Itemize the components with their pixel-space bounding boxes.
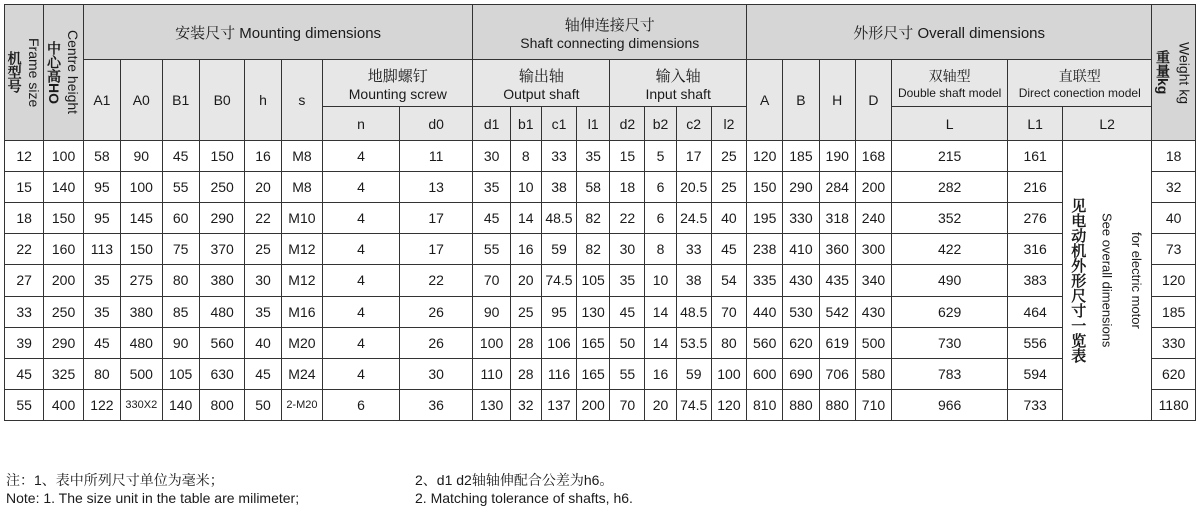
table-cell: 130 xyxy=(473,389,510,420)
col-L2: L2 xyxy=(1063,107,1152,141)
table-cell: 560 xyxy=(747,327,783,358)
table-cell: 35 xyxy=(473,172,510,203)
frame-size-header: 机型号 Frame size xyxy=(5,5,44,141)
col-d0: d0 xyxy=(399,107,473,141)
table-cell: 290 xyxy=(199,203,245,234)
table-cell: 50 xyxy=(245,389,281,420)
table-cell: 4 xyxy=(323,265,400,296)
table-cell: 10 xyxy=(645,265,676,296)
table-cell: 74.5 xyxy=(676,389,711,420)
table-cell: 24.5 xyxy=(676,203,711,234)
weight-cell: 120 xyxy=(1152,265,1196,296)
table-cell: 80 xyxy=(162,265,199,296)
table-cell: 48.5 xyxy=(676,296,711,327)
table-row xyxy=(5,296,1196,327)
table-cell: 55 xyxy=(610,358,645,389)
col-L1: L1 xyxy=(1008,107,1063,141)
table-cell: 13 xyxy=(399,172,473,203)
table-cell: 2-M20 xyxy=(281,389,322,420)
table-cell: 20 xyxy=(245,172,281,203)
table-cell: 22 xyxy=(610,203,645,234)
table-cell: 200 xyxy=(855,172,891,203)
table-cell: 17 xyxy=(676,141,711,172)
col-L: L xyxy=(892,107,1008,141)
weight-cell: 40 xyxy=(1152,203,1196,234)
table-cell: 11 xyxy=(399,141,473,172)
table-cell: 35 xyxy=(83,296,120,327)
table-cell: 18 xyxy=(610,172,645,203)
table-cell: 430 xyxy=(783,265,819,296)
table-cell: 14 xyxy=(645,327,676,358)
table-cell: M16 xyxy=(281,296,322,327)
table-cell: 4 xyxy=(323,358,400,389)
table-cell: 240 xyxy=(855,203,891,234)
col-d1: d1 xyxy=(473,107,510,141)
col-d2: d2 xyxy=(610,107,645,141)
table-cell: 335 xyxy=(747,265,783,296)
table-cell: 480 xyxy=(121,327,162,358)
table-cell: 161 xyxy=(1008,141,1063,172)
table-cell: 810 xyxy=(747,389,783,420)
col-H: H xyxy=(819,60,855,141)
table-cell: 22 xyxy=(5,234,44,265)
table-cell: 276 xyxy=(1008,203,1063,234)
table-cell: 6 xyxy=(645,203,676,234)
mounting-dimensions-header: 安装尺寸 Mounting dimensions xyxy=(83,5,473,60)
table-cell: 430 xyxy=(855,296,891,327)
table-cell: 80 xyxy=(83,358,120,389)
table-cell: 60 xyxy=(162,203,199,234)
table-cell: 32 xyxy=(510,389,541,420)
table-cell: 710 xyxy=(855,389,891,420)
table-cell: 33 xyxy=(676,234,711,265)
table-cell: 190 xyxy=(819,141,855,172)
table-cell: 59 xyxy=(541,234,576,265)
table-cell: 105 xyxy=(162,358,199,389)
table-cell: 690 xyxy=(783,358,819,389)
table-cell: 100 xyxy=(711,358,746,389)
table-cell: 250 xyxy=(44,296,83,327)
table-cell: 238 xyxy=(747,234,783,265)
table-cell: 435 xyxy=(819,265,855,296)
table-cell: 380 xyxy=(199,265,245,296)
table-cell: 16 xyxy=(510,234,541,265)
col-A: A xyxy=(747,60,783,141)
table-cell: 250 xyxy=(199,172,245,203)
table-cell: 45 xyxy=(245,358,281,389)
table-cell: 18 xyxy=(5,203,44,234)
table-cell: 318 xyxy=(819,203,855,234)
table-cell: 100 xyxy=(121,172,162,203)
table-cell: 6 xyxy=(645,172,676,203)
table-row xyxy=(5,327,1196,358)
table-cell: 216 xyxy=(1008,172,1063,203)
table-cell: 12 xyxy=(5,141,44,172)
table-cell: 120 xyxy=(747,141,783,172)
table-cell: 4 xyxy=(323,296,400,327)
table-cell: 55 xyxy=(473,234,510,265)
table-cell: 25 xyxy=(711,172,746,203)
table-cell: 730 xyxy=(892,327,1008,358)
table-cell: 4 xyxy=(323,203,400,234)
col-l2: l2 xyxy=(711,107,746,141)
l2-note-cn: 见电动机外形尺寸一览表 xyxy=(1069,198,1087,363)
weight-cell: 32 xyxy=(1152,172,1196,203)
table-cell: 35 xyxy=(245,296,281,327)
col-B0: B0 xyxy=(199,60,245,141)
weight-cell: 330 xyxy=(1152,327,1196,358)
table-cell: 880 xyxy=(783,389,819,420)
table-cell: 17 xyxy=(399,234,473,265)
table-cell: M8 xyxy=(281,141,322,172)
weight-cell: 18 xyxy=(1152,141,1196,172)
col-b2: b2 xyxy=(645,107,676,141)
input-shaft-header: 输入轴 Input shaft xyxy=(610,60,747,107)
col-b1: b1 xyxy=(510,107,541,141)
l2-note-en-2: for electric motor xyxy=(1129,232,1145,329)
table-cell: 480 xyxy=(199,296,245,327)
table-cell: 45 xyxy=(83,327,120,358)
table-cell: 90 xyxy=(162,327,199,358)
table-cell: 140 xyxy=(44,172,83,203)
table-cell: 82 xyxy=(577,234,610,265)
table-cell: 45 xyxy=(711,234,746,265)
table-cell: 340 xyxy=(855,265,891,296)
l2-note-en-1: See overall dimensions xyxy=(1099,213,1115,348)
table-cell: 14 xyxy=(510,203,541,234)
table-cell: 300 xyxy=(855,234,891,265)
table-cell: 215 xyxy=(892,141,1008,172)
table-cell: 316 xyxy=(1008,234,1063,265)
table-cell: 500 xyxy=(121,358,162,389)
table-cell: 28 xyxy=(510,327,541,358)
table-cell: 45 xyxy=(473,203,510,234)
table-cell: 880 xyxy=(819,389,855,420)
col-B: B xyxy=(783,60,819,141)
table-cell: 30 xyxy=(610,234,645,265)
table-cell: 160 xyxy=(44,234,83,265)
note-1-en: Note: 1. The size unit in the table are milimeter; xyxy=(6,490,300,506)
table-row xyxy=(5,389,1196,420)
table-cell: 33 xyxy=(5,296,44,327)
table-cell: 733 xyxy=(1008,389,1063,420)
col-c2: c2 xyxy=(676,107,711,141)
table-cell: 150 xyxy=(199,141,245,172)
table-cell: 150 xyxy=(44,203,83,234)
table-cell: 26 xyxy=(399,327,473,358)
col-B1: B1 xyxy=(162,60,199,141)
shaft-connecting-header: 轴伸连接尺寸 Shaft connecting dimensions xyxy=(473,5,747,60)
note-2-cn: 2、d1 d2轴轴伸配合公差为h6。 xyxy=(415,472,614,488)
table-cell: 38 xyxy=(541,172,576,203)
table-cell: 16 xyxy=(245,141,281,172)
table-cell: 352 xyxy=(892,203,1008,234)
weight-cell: 1180 xyxy=(1152,389,1196,420)
weight-header: 重量kg Weight kg xyxy=(1152,5,1196,141)
table-cell: 200 xyxy=(577,389,610,420)
table-cell: 629 xyxy=(892,296,1008,327)
col-h: h xyxy=(245,60,281,141)
table-cell: 620 xyxy=(783,327,819,358)
table-cell: 122 xyxy=(83,389,120,420)
table-cell: 383 xyxy=(1008,265,1063,296)
table-cell: 600 xyxy=(747,358,783,389)
dimension-table xyxy=(4,4,1196,421)
table-cell: 370 xyxy=(199,234,245,265)
l2-merged-note xyxy=(1063,141,1152,421)
table-cell: 4 xyxy=(323,172,400,203)
table-cell: M12 xyxy=(281,265,322,296)
table-cell: 26 xyxy=(399,296,473,327)
table-cell: 36 xyxy=(399,389,473,420)
overall-dimensions-header: 外形尺寸 Overall dimensions xyxy=(747,5,1152,60)
weight-cell: 185 xyxy=(1152,296,1196,327)
table-cell: 410 xyxy=(783,234,819,265)
table-cell: 45 xyxy=(162,141,199,172)
table-cell: 110 xyxy=(473,358,510,389)
table-cell: 38 xyxy=(676,265,711,296)
col-D: D xyxy=(855,60,891,141)
table-cell: 500 xyxy=(855,327,891,358)
table-cell: 15 xyxy=(5,172,44,203)
table-cell: 25 xyxy=(510,296,541,327)
table-cell: 8 xyxy=(645,234,676,265)
table-cell: 630 xyxy=(199,358,245,389)
table-cell: 116 xyxy=(541,358,576,389)
table-cell: 106 xyxy=(541,327,576,358)
table-cell: 275 xyxy=(121,265,162,296)
table-cell: 70 xyxy=(711,296,746,327)
table-cell: 95 xyxy=(83,172,120,203)
table-cell: 54 xyxy=(711,265,746,296)
col-c1: c1 xyxy=(541,107,576,141)
table-row xyxy=(5,172,1196,203)
table-cell: 20 xyxy=(645,389,676,420)
table-cell: 140 xyxy=(162,389,199,420)
table-cell: 5 xyxy=(645,141,676,172)
table-cell: 30 xyxy=(473,141,510,172)
table-cell: 560 xyxy=(199,327,245,358)
table-cell: 966 xyxy=(892,389,1008,420)
table-cell: M20 xyxy=(281,327,322,358)
mounting-screw-header: 地脚螺钉 Mounting screw xyxy=(323,60,473,107)
weight-cell: 620 xyxy=(1152,358,1196,389)
table-cell: 380 xyxy=(121,296,162,327)
table-cell: 542 xyxy=(819,296,855,327)
table-cell: 422 xyxy=(892,234,1008,265)
table-cell: 30 xyxy=(399,358,473,389)
table-cell: 490 xyxy=(892,265,1008,296)
table-cell: 35 xyxy=(577,141,610,172)
table-cell: 400 xyxy=(44,389,83,420)
table-cell: 17 xyxy=(399,203,473,234)
weight-cell: 73 xyxy=(1152,234,1196,265)
table-cell: 130 xyxy=(577,296,610,327)
table-cell: 50 xyxy=(610,327,645,358)
table-cell: 290 xyxy=(783,172,819,203)
table-cell: 95 xyxy=(541,296,576,327)
table-cell: 6 xyxy=(323,389,400,420)
table-cell: M10 xyxy=(281,203,322,234)
table-cell: 22 xyxy=(245,203,281,234)
table-cell: 150 xyxy=(747,172,783,203)
table-cell: 200 xyxy=(44,265,83,296)
table-cell: 100 xyxy=(473,327,510,358)
centre-height-header: 中心高HO Centre height xyxy=(44,5,83,141)
col-A0: A0 xyxy=(121,60,162,141)
table-cell: 4 xyxy=(323,141,400,172)
note-1-cn: 注：1、表中所列尺寸单位为毫米； xyxy=(6,472,224,488)
table-cell: 113 xyxy=(83,234,120,265)
table-cell: 619 xyxy=(819,327,855,358)
table-cell: 59 xyxy=(676,358,711,389)
table-cell: 40 xyxy=(711,203,746,234)
table-cell: 530 xyxy=(783,296,819,327)
table-cell: 185 xyxy=(783,141,819,172)
table-cell: 284 xyxy=(819,172,855,203)
table-cell: 70 xyxy=(473,265,510,296)
table-cell: 330 xyxy=(783,203,819,234)
table-cell: 195 xyxy=(747,203,783,234)
col-l1: l1 xyxy=(577,107,610,141)
table-cell: 90 xyxy=(121,141,162,172)
table-cell: 800 xyxy=(199,389,245,420)
table-cell: M8 xyxy=(281,172,322,203)
table-cell: 464 xyxy=(1008,296,1063,327)
double-shaft-header: 双轴型 Double shaft model xyxy=(892,60,1008,107)
table-cell: 39 xyxy=(5,327,44,358)
table-cell: 137 xyxy=(541,389,576,420)
table-cell: 120 xyxy=(711,389,746,420)
table-cell: 4 xyxy=(323,327,400,358)
table-cell: 30 xyxy=(245,265,281,296)
table-row xyxy=(5,203,1196,234)
table-cell: 45 xyxy=(610,296,645,327)
table-cell: 35 xyxy=(610,265,645,296)
output-shaft-header: 输出轴 Output shaft xyxy=(473,60,610,107)
col-A1: A1 xyxy=(83,60,120,141)
table-cell: 90 xyxy=(473,296,510,327)
col-n: n xyxy=(323,107,400,141)
table-cell: 440 xyxy=(747,296,783,327)
table-cell: 594 xyxy=(1008,358,1063,389)
table-cell: 556 xyxy=(1008,327,1063,358)
table-cell: 16 xyxy=(645,358,676,389)
table-cell: 45 xyxy=(5,358,44,389)
table-cell: 35 xyxy=(83,265,120,296)
table-cell: 75 xyxy=(162,234,199,265)
table-cell: M12 xyxy=(281,234,322,265)
table-cell: 40 xyxy=(245,327,281,358)
table-cell: 10 xyxy=(510,172,541,203)
table-cell: 48.5 xyxy=(541,203,576,234)
table-cell: 27 xyxy=(5,265,44,296)
table-cell: 100 xyxy=(44,141,83,172)
table-cell: 58 xyxy=(83,141,120,172)
table-cell: 70 xyxy=(610,389,645,420)
table-cell: 58 xyxy=(577,172,610,203)
direct-connection-header: 直联型 Direct conection model xyxy=(1008,60,1152,107)
table-row xyxy=(5,358,1196,389)
table-cell: 145 xyxy=(121,203,162,234)
table-cell: M24 xyxy=(281,358,322,389)
table-cell: 28 xyxy=(510,358,541,389)
table-row xyxy=(5,234,1196,265)
table-cell: 282 xyxy=(892,172,1008,203)
table-cell: 80 xyxy=(711,327,746,358)
table-cell: 22 xyxy=(399,265,473,296)
table-cell: 53.5 xyxy=(676,327,711,358)
table-cell: 55 xyxy=(162,172,199,203)
table-cell: 33 xyxy=(541,141,576,172)
table-cell: 168 xyxy=(855,141,891,172)
table-cell: 150 xyxy=(121,234,162,265)
table-cell: 8 xyxy=(510,141,541,172)
table-cell: 14 xyxy=(645,296,676,327)
table-row xyxy=(5,265,1196,296)
table-cell: 25 xyxy=(245,234,281,265)
table-cell: 360 xyxy=(819,234,855,265)
table-cell: 82 xyxy=(577,203,610,234)
table-cell: 330X2 xyxy=(121,389,162,420)
table-row xyxy=(5,141,1196,172)
table-cell: 85 xyxy=(162,296,199,327)
note-2-en: 2. Matching tolerance of shafts, h6. xyxy=(415,490,633,506)
table-cell: 95 xyxy=(83,203,120,234)
table-cell: 55 xyxy=(5,389,44,420)
table-cell: 165 xyxy=(577,358,610,389)
table-cell: 20 xyxy=(510,265,541,296)
table-cell: 25 xyxy=(711,141,746,172)
table-cell: 74.5 xyxy=(541,265,576,296)
table-cell: 580 xyxy=(855,358,891,389)
table-cell: 4 xyxy=(323,234,400,265)
table-cell: 15 xyxy=(610,141,645,172)
table-cell: 165 xyxy=(577,327,610,358)
table-cell: 706 xyxy=(819,358,855,389)
table-cell: 290 xyxy=(44,327,83,358)
table-cell: 325 xyxy=(44,358,83,389)
table-cell: 105 xyxy=(577,265,610,296)
col-s: s xyxy=(281,60,322,141)
table-cell: 783 xyxy=(892,358,1008,389)
table-cell: 20.5 xyxy=(676,172,711,203)
